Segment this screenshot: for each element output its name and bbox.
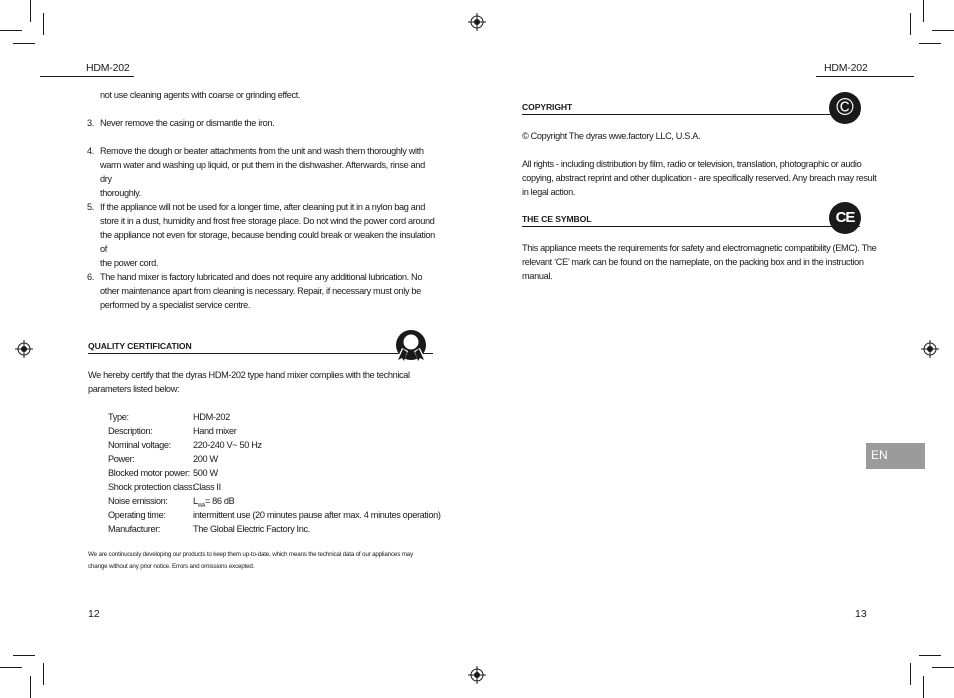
disclaimer-note	[88, 549, 413, 573]
right-header: HDM-202	[824, 62, 868, 74]
rights-paragraph	[522, 157, 876, 199]
quality-rule	[88, 353, 433, 354]
registration-mark-icon	[468, 666, 486, 684]
rights-line: copying, abstract reprint and other duplication - are specifically reserved. Any breach may result	[522, 173, 877, 183]
crop-mark	[923, 676, 924, 698]
crop-mark	[30, 0, 31, 22]
list-number: 5.	[87, 202, 94, 212]
list-line: other maintenance apart from cleaning is necessary. Repair, if necessary must only be	[100, 286, 421, 296]
language-tab-label: EN	[871, 448, 888, 462]
list-number: 6.	[87, 272, 94, 282]
left-header-rule	[40, 76, 134, 77]
rights-line: in legal action.	[522, 187, 576, 197]
rights-line: All rights - including distribution by film, radio or television, translation, photographic or audio	[522, 159, 862, 169]
ce-title: THE CE SYMBOL	[522, 214, 592, 224]
crop-mark	[910, 663, 911, 685]
ce-rule	[522, 226, 860, 227]
list-line: The hand mixer is factory lubricated and does not require any additional lubrication. No	[100, 272, 423, 282]
crop-mark	[932, 667, 954, 668]
crop-mark	[923, 0, 924, 22]
list-item	[87, 270, 437, 312]
noise-value: = 86 dB	[204, 496, 235, 506]
noise-symbol: L	[193, 496, 198, 506]
crop-mark	[919, 655, 941, 656]
ce-line: relevant ‘CE’ mark can be found on the nameplate, on the packing box and in the instruction	[522, 257, 864, 267]
ce-line: manual.	[522, 271, 553, 281]
list-number: 3.	[87, 118, 94, 128]
list-line: warm water and washing up liquid, or put them in the dishwasher. Afterwards, rinse and dry	[100, 160, 425, 184]
crop-mark	[43, 663, 44, 685]
noise-subscript: WA	[197, 502, 205, 509]
list-line: Remove the dough or beater attachments from the unit and wash them thoroughly with	[100, 146, 424, 156]
quality-intro-line: parameters listed below:	[88, 384, 180, 394]
list-line: Never remove the casing or dismantle the iron.	[100, 118, 275, 128]
list-line: the appliance not even for storage, because bending could break or weaken the insulation of	[100, 230, 435, 254]
spec-value: intermittent use (20 minutes pause after max. 4 minutes operation)	[193, 510, 441, 520]
spec-label: Blocked motor power:	[108, 468, 190, 478]
spec-label: Shock protection class:	[108, 482, 195, 492]
spec-value: Class II	[193, 482, 221, 492]
ce-line: This appliance meets the requirements for safety and electromagnetic compatibility (EMC). The	[522, 243, 877, 253]
registration-mark-icon	[15, 340, 33, 358]
spec-label: Type:	[108, 412, 129, 422]
copyright-title: COPYRIGHT	[522, 102, 573, 112]
list-line: the power cord.	[100, 258, 159, 268]
spec-label: Power:	[108, 454, 135, 464]
ce-mark-icon	[829, 202, 861, 234]
copyright-circle-icon	[829, 92, 861, 124]
list-number: 4.	[87, 146, 94, 156]
crop-mark	[43, 13, 44, 35]
disclaimer-line: change without any prior notice. Errors and omissions excepted.	[88, 563, 255, 570]
right-header-rule	[816, 76, 914, 77]
crop-mark	[0, 667, 22, 668]
right-page-number: 13	[855, 608, 867, 620]
list-line: store it in a dust, humidity and frost free storage place. Do not wind the power cord around	[100, 216, 435, 226]
spec-label: Manufacturer:	[108, 524, 161, 534]
copyright-line: © Copyright The dyras wwe.factory LLC, U.S.A.	[522, 131, 701, 141]
registration-mark-icon	[921, 340, 939, 358]
language-tab	[866, 443, 925, 469]
quality-seal-icon	[393, 329, 429, 363]
spec-value: 220-240 V~ 50 Hz	[193, 440, 262, 450]
copyright-rule	[522, 114, 860, 115]
list-item	[87, 116, 437, 130]
spec-value: Hand mixer	[193, 426, 237, 436]
crop-mark	[13, 655, 35, 656]
crop-mark	[0, 30, 22, 31]
list-item	[87, 144, 437, 200]
spec-label: Description:	[108, 426, 153, 436]
left-page-number: 12	[88, 608, 100, 620]
crop-mark	[13, 43, 35, 44]
spec-value: 200 W	[193, 454, 218, 464]
list-line: If the appliance will not be used for a longer time, after cleaning put it in a nylon bag and	[100, 202, 425, 212]
list-line: performed by a specialist service centre.	[100, 300, 251, 310]
list-item	[87, 200, 437, 270]
spec-label: Noise emission:	[108, 496, 168, 506]
spec-value: 500 W	[193, 468, 218, 478]
ce-paragraph	[522, 241, 876, 283]
quality-intro	[88, 368, 410, 396]
disclaimer-line: We are continuously developing our products to keep them up-to-date, which means the technical data of our appliances may	[88, 551, 414, 558]
continuation-text: not use cleaning agents with coarse or grinding effect.	[100, 90, 301, 100]
spec-value: HDM-202	[193, 412, 230, 422]
spec-value: The Global Electric Factory Inc.	[193, 524, 310, 534]
spec-label: Nominal voltage:	[108, 440, 171, 450]
ce-icon-glyph: CE	[835, 209, 855, 226]
list-line: thoroughly.	[100, 188, 141, 198]
crop-mark	[919, 43, 941, 44]
quality-title: QUALITY CERTIFICATION	[88, 341, 192, 351]
crop-mark	[932, 30, 954, 31]
crop-mark	[910, 13, 911, 35]
left-header: HDM-202	[86, 62, 130, 74]
spec-label: Operating time:	[108, 510, 166, 520]
registration-mark-icon	[468, 13, 486, 31]
copyright-icon-glyph: ©	[836, 94, 854, 121]
quality-intro-line: We hereby certify that the dyras HDM-202 type hand mixer complies with the technical	[88, 370, 410, 380]
crop-mark	[30, 676, 31, 698]
